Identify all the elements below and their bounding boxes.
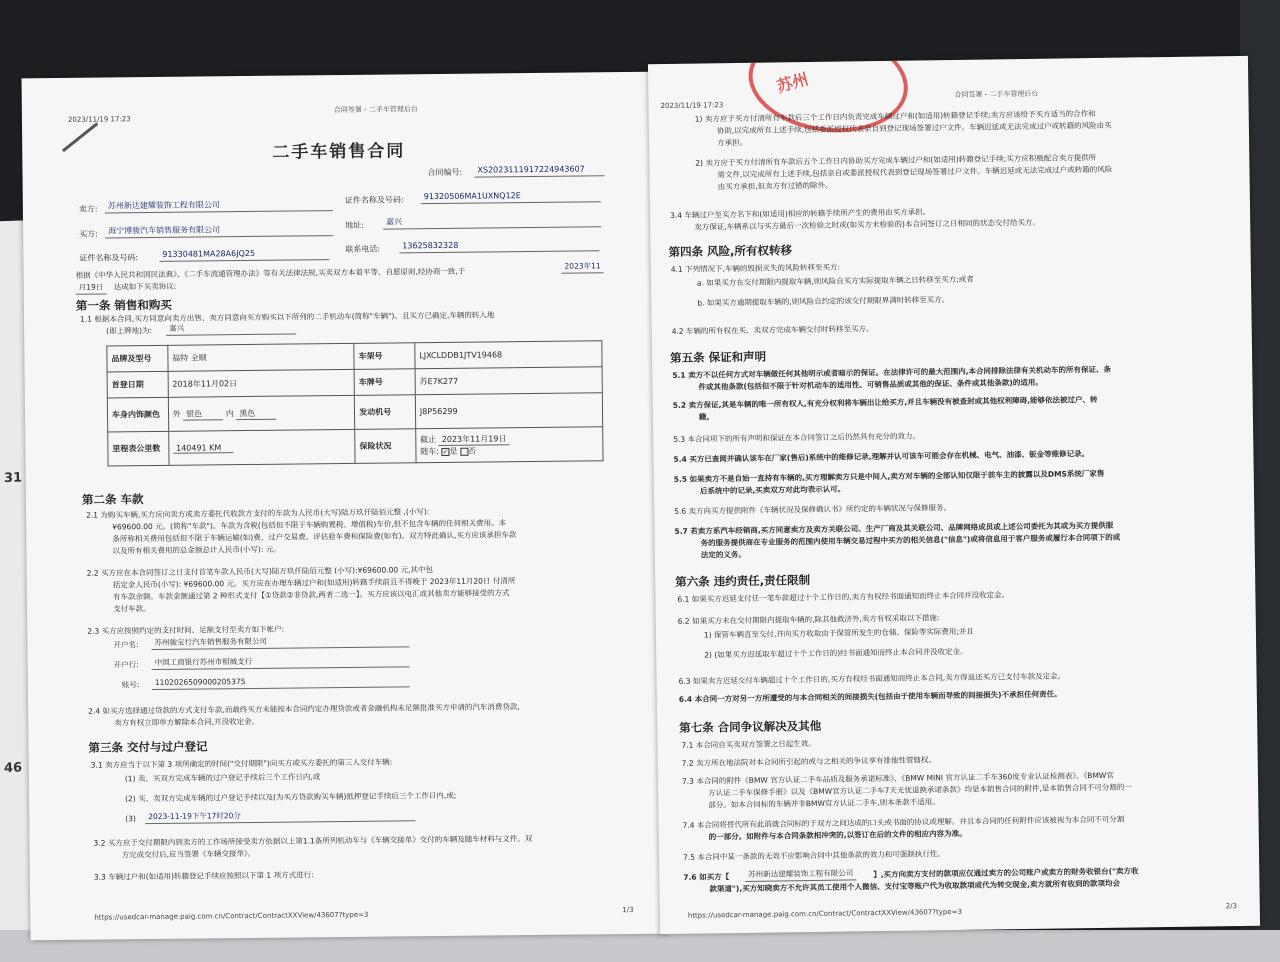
- reg-date-value: 2018年11月02日: [168, 369, 355, 397]
- article-1-heading: 第一条 销售和购买: [75, 297, 172, 313]
- clause-2-2d: 支付车款。: [113, 604, 151, 614]
- clause-3-1b: (2) 买、卖双方完成车辆的过户登记手续以及(为买方贷款购买车辆)抵押登记手续后三个工作日内,或;: [125, 790, 457, 804]
- clause-l2b: 需文件,以完成所有上述手续,包括亲自或委派授权代表到登记现场签署过户文件。车辆迟延或无法完成过户或转籍的风险: [717, 164, 1113, 180]
- buyer-id: 91330481MA28A6JQ25: [159, 246, 329, 262]
- clause-l1c: 方承担。: [716, 137, 748, 148]
- clause-2-1c: 条所称相关费用包括但不限于车辆运输(如)费、过户交易费、评估验车费和保险费(如有)。双方特此确认,买方应该承担车款: [112, 530, 517, 544]
- color-out: 银色: [183, 408, 223, 420]
- clause-5-2: 5.2 卖方保证,其是车辆的唯一所有权人,有充分权利将车辆出让给买方,并且车辆没有被查封或其他权利障碍,能够依法被过户、转: [672, 394, 1098, 410]
- insurance-value: [416, 427, 604, 463]
- article-7-heading: 第七条 合同争议解决及其他: [679, 718, 822, 735]
- account-name-label: 开户名:: [113, 640, 139, 650]
- bank-label: 开户行:: [113, 660, 139, 670]
- print-header: 合同签署 - 二手车管理后台: [954, 89, 1039, 99]
- address-label: 地址:: [345, 220, 364, 230]
- clause-4-1a: a. 如果买方在交付期限内提取车辆,则风险自买方实际提取车辆之日转移至买方;或者: [696, 274, 974, 288]
- clause-3-4: 3.4 车辆过户至买方名下和(如适用)相应的转籍手续所产生的费用由买方承担。: [670, 207, 931, 220]
- clause-6-4: 6.4 本合同一方对另一方所遭受的与本合同相关的间接损失(包括由于使用车辆而导致的间接损失)不承担任何责任。: [678, 689, 1062, 704]
- buyer-label: 买方:: [79, 229, 98, 239]
- intro-date: 2023年11: [561, 260, 603, 273]
- insurance-until-prefix: 截止: [420, 435, 437, 445]
- clause-5-7: 5.7 若卖方系汽车经销商,买方同意卖方及卖方关联公司、生产厂商及其关联公司、品牌网络成员或上述公司委托为其或为买方提供服: [674, 520, 1114, 536]
- mileage-cell: [168, 429, 355, 465]
- clause-2-4b: 卖方有权立即单方解除本合同,并没收定金。: [114, 716, 260, 728]
- account-name: 苏州骏宝行汽车销售服务有限公司: [151, 634, 409, 650]
- clause-3-4b: 卖方保证,车辆系以与买方最后一次检验之时或(如买方未检验的)本合同签订之日相同的状态交付给买方。: [694, 217, 1040, 232]
- clause-2-1: 2.1 为购买车辆,买方应向卖方或卖方委托代收款方支付的车款为人民币(大写)陆万玖仟陆佰元整 ,(小写):: [86, 507, 430, 520]
- clause-6-2: 6.2 如果买方未在交付期限内提取车辆的,除其他救济外,卖方有权采取以下措施:: [677, 613, 940, 626]
- color-out-prefix: 外: [172, 409, 181, 419]
- clause-7-6-prefix: 7.6 如买方【: [683, 872, 730, 882]
- print-timestamp: 2023/11/19 17:23: [660, 101, 724, 111]
- pen-mark: [62, 122, 98, 152]
- footer-url: https://usedcar-manage.paig.com.cn/Contract/ContractXXView/43607?type=3: [687, 907, 962, 920]
- clause-5-5: 5.5 如果卖方不是自始一直持有车辆的,买方理解卖方只是中间人,卖方对车辆的全部认知仅限于前车主的披露以及DMS系统厂家售: [673, 468, 1105, 484]
- reg-date-label: 首登日期: [107, 371, 168, 398]
- insurance-until: 2023年11月19日: [439, 433, 510, 446]
- bank-name: 中国工商银行苏州市相城支行: [152, 654, 410, 670]
- clause-2-2b: 括定金人民币(小写): ¥69600.00 元。买方应在办理车辆过户和(如适用)转籍手续前且不得晚于 2023年11月20日 付清所: [112, 576, 516, 590]
- mileage-label: 里程表公里数: [108, 431, 169, 466]
- article-2-heading: 第二条 车款: [81, 492, 144, 507]
- clause-l1: 1) 卖方应于买方付清所有车款后三个工作日内负责完成车辆过户和(如适用)转籍登记手续;卖方应该给予买方适当的合作和: [694, 108, 1096, 124]
- account-number-label: 账号:: [121, 680, 140, 690]
- clause-2-1d: 以及所有相关费用的总金额总计人民币(小写): 元。: [112, 544, 281, 556]
- clause-7-6b: 款渠道"),买方知晓卖方不允许其员工使用个人微信、支付宝等账户代为收取款项或代为转交现金,卖方就所有收到的款项均会: [709, 878, 1121, 894]
- clause-6-3: 6.3 如果卖方迟延交付车辆超过十个工作日的,买方有权经书面通知而终止本合同,卖方得返还买方已支付车款及定金。: [678, 671, 1066, 686]
- contract-page-2: [648, 56, 1260, 934]
- clause-3-1: 3.1 卖方应当于以下第 3 项所确定的时间("交付期限")向买方或买方委托的第三人交付车辆:: [90, 757, 393, 770]
- brand-value: 福特 全顺: [167, 343, 354, 371]
- clause-7-6-text: 】,买方向卖方支付的款项应仅通过卖方的公司账户或卖方的财务收银台("卖方收: [873, 866, 1139, 880]
- clause-2-4: 2.4 如买方选择通过贷款的方式支付车款,而最终买方未能按本合同约定办理贷款或者金融机构未足额批准买方申请的汽车消费贷款,: [88, 702, 520, 716]
- contract-no: XS20231119172249436​07: [474, 162, 604, 177]
- clause-3-1c-prefix: (3): [125, 814, 136, 824]
- clause-2-3: 2.3 买方应按照约定的支付时间、足额支付至卖方如下帐户:: [87, 624, 285, 636]
- brand-label: 品牌及型号: [107, 345, 168, 372]
- clause-3-3: 3.3 车辆过户和(如适用)转籍登记手续应按照以下第 1 项方式进行:: [93, 870, 314, 882]
- buyer-id-label: 证件名称及号码:: [79, 253, 139, 263]
- clause-l2c: 由买方承担,但卖方有过错的除外。: [717, 180, 833, 192]
- article-4-heading: 第四条 风险,所有权转移: [668, 243, 793, 259]
- insurance-no: 否: [468, 446, 477, 456]
- plate-value: 苏E7K277: [415, 367, 602, 395]
- color-value: [168, 395, 355, 431]
- seller-name: 苏州新达建耀装饰工程有限公司: [105, 197, 333, 213]
- clause-6-2a: 1) 保管车辆直至交付,并向买方收取由于保管所发生的仓储、保险等实际费用;并且: [703, 626, 974, 640]
- clause-5-1: 5.1 卖方不以任何方式对车辆做任何其他明示或者暗示的保证。在法律许可的最大范围内,本合同排除法律有关机动车的所有保证、条: [672, 364, 1112, 380]
- clause-5-6: 5.6 卖方向买方提供附件《车辆状况及保修确认书》所约定的车辆状况与保修服务。: [674, 503, 952, 516]
- clause-4-1b: b. 如果买方逾期提取车辆的,则风险自约定的该交付期限界满时转移至买方。: [697, 295, 950, 308]
- registration-city: 嘉兴: [166, 321, 296, 335]
- page-title: 二手车销售合同: [272, 141, 406, 163]
- clause-6-2b: 2) (如果买方迟延取车超过十个工作日的)经书面通知而终止本合同并没收定金。: [704, 646, 968, 660]
- color-in-prefix: 内: [225, 408, 234, 418]
- background-number: 31: [4, 470, 23, 487]
- page-number: 2/3: [1225, 902, 1238, 911]
- clause-7-3c: 部分。如本合同标的车辆并非BMW官方认证二手车,则本条款不适用。: [708, 797, 940, 810]
- clause-1-1: 1.1 根据本合同,买方同意向卖方出售、卖方同意向买方购买以下所列的二手机动车(简称"车辆")。且买方已确定,车辆的转入地: [79, 310, 495, 324]
- insurance-tax-label: 随车:: [420, 447, 440, 457]
- engine-label: 发动机号: [354, 395, 415, 430]
- contract-page-1: [22, 72, 667, 941]
- intro-date-2: 月19日: [76, 281, 107, 294]
- clause-4-2: 4.2 车辆的所有权在买、卖双方完成车辆交付时转移至买方。: [671, 324, 874, 336]
- clause-5-7c: 法定的义务。: [700, 549, 746, 560]
- clause-5-3: 5.3 本合同项下的所有声明和保证在本合同签订之后仍然具有充分的效力。: [673, 431, 921, 444]
- contract-no-label: 合同编号:: [427, 167, 463, 178]
- clause-2-2: 2.2 买方应在本合同签订之日支付首笔车款人民币(大写)陆万玖仟陆佰元整 (小写):¥69600.00 元,其中包: [86, 565, 433, 578]
- intro-text: 根据《中华人民共和国民法典》、《二手车流通管理办法》等有关法律法规,买卖双方本着平等、自愿原则,经协商一致,于: [75, 266, 466, 280]
- checkbox-checked-icon: ✓: [442, 447, 449, 456]
- clause-2-2c: 有车款余额。车款金额通过第 2 种形式支付【①贷款②非贷款,两者二选一】。买方应该以电汇或其他卖方能够接受的方式: [112, 588, 510, 602]
- mileage-value: 140491 KM: [173, 443, 233, 454]
- clause-7-4: 7.4 本合同将替代所有此前就合同标的于双方之间达成的口头或书面的协议或理解。并且本合同的任何附件应该被视为本合同不可分割: [682, 814, 1125, 830]
- clause-2-1b: ¥69600.00 元。(简称"车款")。车款为含税(包括但不限于车辆购置税、增值税)车价,但不包含车辆的任何相关费用。本: [112, 518, 507, 532]
- clause-5-7b: 务的服务提供商在专业服务的范围内使用车辆交易过程中买方的相关信息("信息")或将信息用于客户服务或履行本合同项下的或: [700, 532, 1121, 548]
- clause-5-1b: 件或其他条款(包括但不限于针对机动车的适用性、可销售品质或其他的保证、条件或其他条款)的适用。: [698, 377, 1043, 392]
- clause-l1b: 协助,以完成所有上述手续,包括委派授权代表亲自到登记现场签署过户文件。车辆迟延或无法完成过户或转籍的风险由买: [716, 120, 1112, 136]
- engine-value: J8P56299: [415, 393, 603, 429]
- clause-3-1a: (1) 卖、买双方完成车辆的过户登记手续后三个工作日内,或: [124, 772, 321, 784]
- vin-value: LJXCLDDB1JTV19468: [415, 341, 602, 369]
- vehicle-info-table: [106, 340, 603, 466]
- address: 嘉兴: [383, 213, 601, 229]
- clause-7-3: 7.3 本合同的附件《BMW 官方认证二手车品质及服务承诺标准》、《BMW MINI 官方认证二手车360度专业认证检测表》、《BMW官: [681, 770, 1114, 786]
- article-6-heading: 第六条 违约责任,责任限制: [675, 573, 811, 589]
- clause-5-5b: 后系统中的记录,买卖双方对此均表示认可。: [699, 484, 846, 496]
- seller-id-label: 证件名称及号码:: [344, 195, 404, 205]
- insurance-yes: 是: [449, 446, 458, 456]
- print-header: 合同签署 - 二手车管理后台: [333, 105, 418, 115]
- clause-3-2b: 方完成交付后,应当签署《车辆交接单》。: [121, 848, 256, 860]
- vin-label: 车架号: [354, 343, 415, 370]
- clause-7-3b: 方认证二手车保修手册》以及《BMW官方认证二手车7天无忧退换承诺条款》均是本销售合同的附件,是本销售合同不可分割的一: [708, 782, 1132, 798]
- print-timestamp: 2023/11/19 17:23: [67, 115, 131, 124]
- clause-7-4b: 的一部分。如附件与本合同条款相冲突的,以签订在后的文件的相应内容为准。: [708, 828, 967, 842]
- color-label: 车身内饰颜色: [107, 397, 168, 432]
- color-in: 黑色: [236, 407, 276, 419]
- insurance-label: 保险状况: [355, 429, 416, 464]
- article-5-heading: 第五条 保证和声明: [669, 349, 767, 365]
- footer-url: https://usedcar-manage.paig.com.cn/Contract/ContractXXView/43607?type=3: [94, 910, 369, 922]
- clause-7-5: 7.5 本合同中某一条款的无效不应影响合同中其他条款的效力和可强制执行性。: [682, 849, 945, 862]
- phone: 13625832328: [399, 237, 599, 253]
- clause-5-4: 5.4 买方已查阅并确认该车在厂家(售后)系统中的维修记录,理解并认可该车可能会存在机械、电气、油漆、钣金等维修记录。: [673, 449, 1090, 464]
- phone-label: 联系电话:: [345, 244, 381, 254]
- clause-3-2: 3.2 买方应于交付期限内到卖方的工作场所接受卖方依据以上第1.1条所列机动车与《车辆交接单》交付的车辆及随车材料与文件。双: [93, 834, 533, 848]
- seller-label: 卖方:: [78, 204, 98, 214]
- buyer-name: 海宁博骏汽车销售服务有限公司: [105, 222, 333, 238]
- clause-4-1: 4.1 下列情况下,车辆的毁损灭失的风险转移至买方:: [670, 262, 841, 274]
- clause-7-2: 7.2 卖方所在地法院对本合同所引起的或与之相关的争议享有排他性管辖权。: [681, 755, 937, 768]
- page-number: 1/3: [622, 905, 634, 915]
- clause-l2: 2) 卖方应于买方付清所有车款后五个工作日内协助买方完成车辆过户和(如适用)转籍登记手续;买方应积极配合卖方提供所: [695, 152, 1097, 168]
- checkbox-empty-icon: [460, 447, 468, 455]
- background-number: 46: [4, 760, 23, 777]
- clause-7-6-company: 苏州新达建耀装饰工程有限公司: [745, 867, 856, 882]
- clause-6-1: 6.1 如果买方迟延支付任一笔车款超过十个工作日的,卖方有权经书面通知而终止本合同并没收定金。: [677, 590, 1010, 604]
- intro-text-2: 达成如下买卖协议:: [113, 281, 177, 292]
- article-3-heading: 第三条 交付与过户登记: [88, 739, 208, 755]
- plate-label: 车牌号: [354, 369, 415, 396]
- clause-7-1: 7.1 本合同自买卖双方签署之日起生效。: [681, 738, 816, 750]
- clause-5-2b: 籍。: [698, 412, 714, 422]
- delivery-time: 2023-11-19下午17时20分: [145, 808, 415, 824]
- account-number: 1102026509000205375: [152, 674, 410, 690]
- seller-id: 91320506MA1UXNQ12E: [421, 188, 601, 204]
- clause-1-1b: (即上牌地)为:: [106, 326, 153, 336]
- seal-text: 苏州: [774, 69, 811, 97]
